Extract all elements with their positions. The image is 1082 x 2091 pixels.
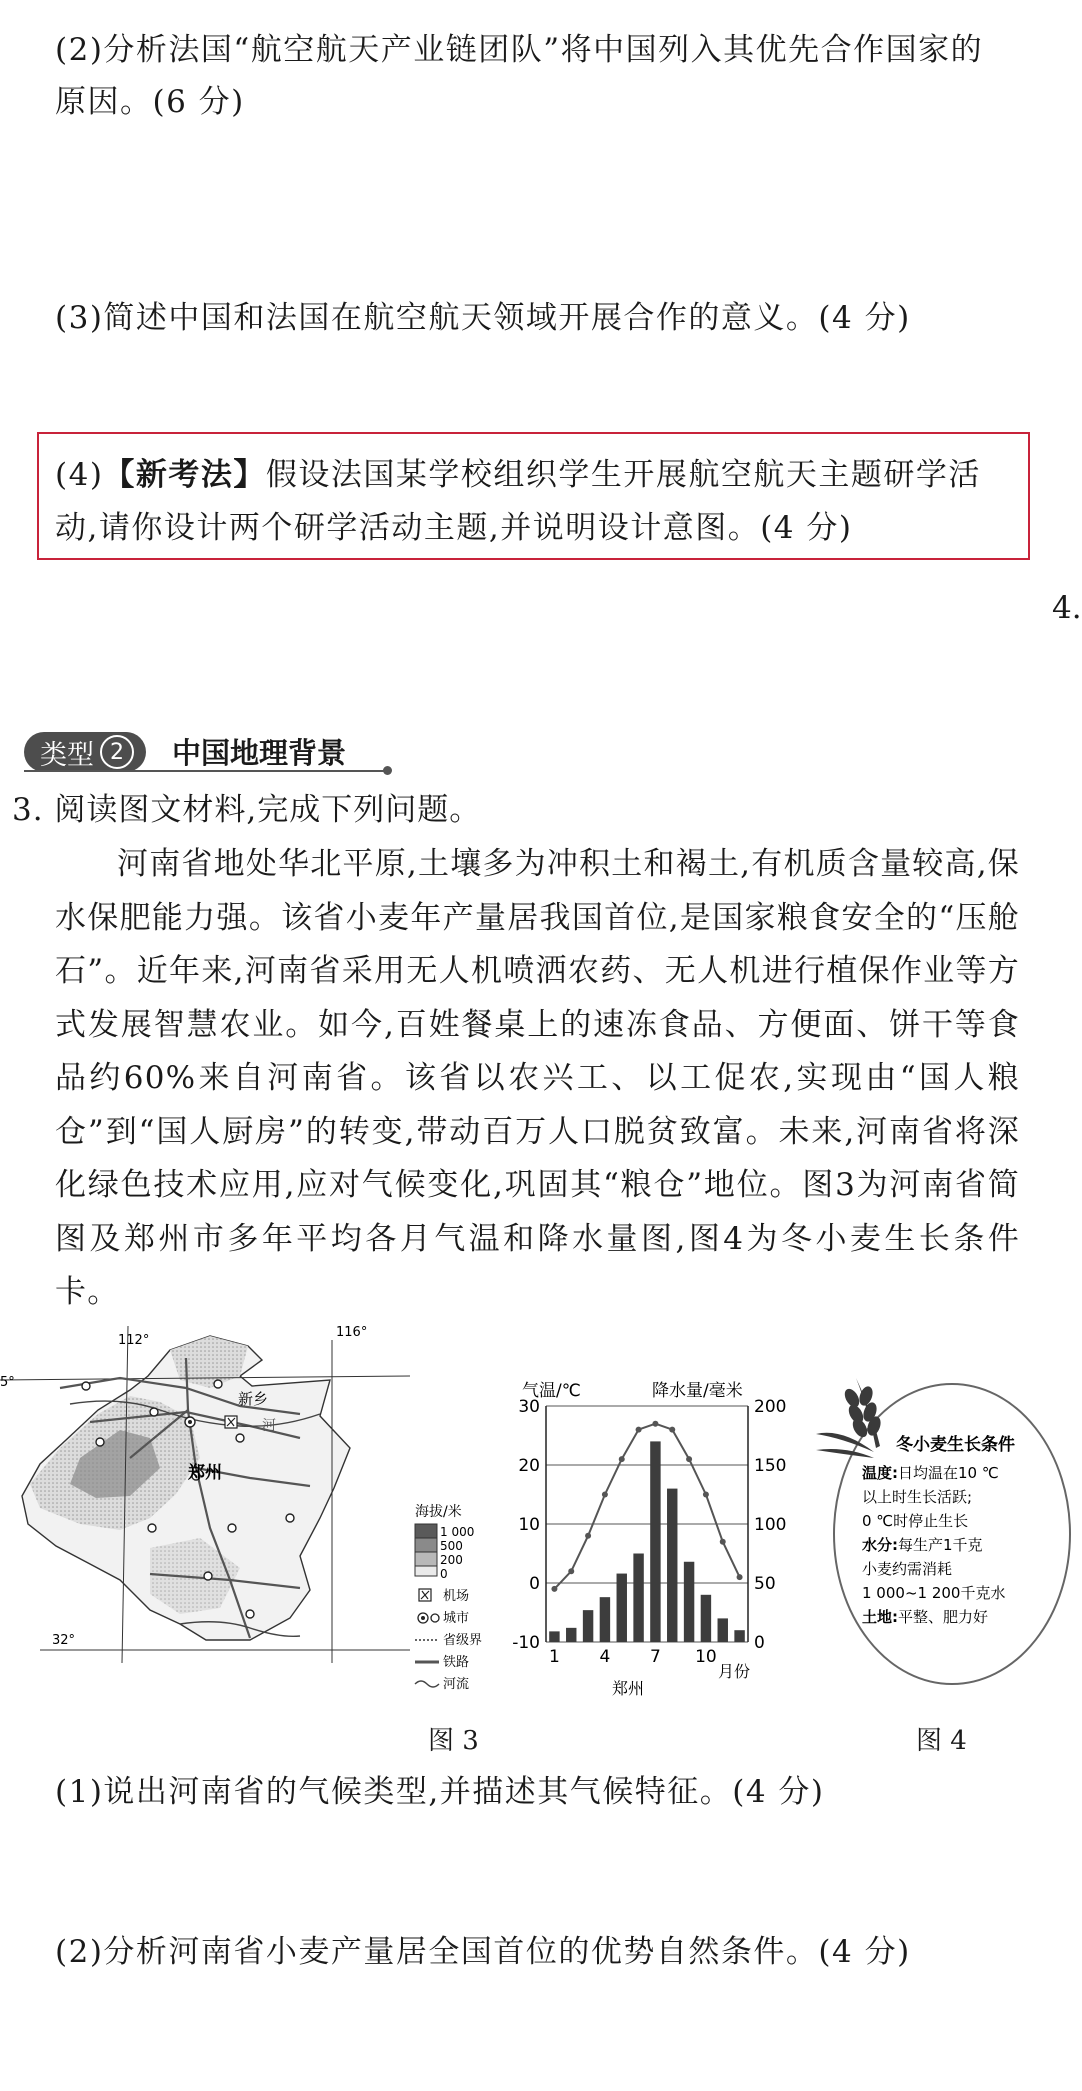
card-title: 冬小麦生长条件	[896, 1435, 1015, 1455]
problem-stem: 3. 阅读图文材料,完成下列问题。	[12, 792, 482, 828]
temperature-point-11	[720, 1539, 726, 1545]
card-line-1-value: 日均温在10 ℃	[898, 1464, 999, 1482]
card-line-4-value: 每生产1千克	[898, 1536, 983, 1554]
temperature-point-9	[686, 1456, 692, 1462]
precip-bar-8	[667, 1489, 677, 1642]
legend-city-label: 城市	[443, 1611, 470, 1626]
card-line-1	[862, 1464, 999, 1482]
map-legend-symbols	[405, 1585, 495, 1697]
temperature-point-4	[602, 1492, 608, 1498]
precip-bar-11	[718, 1618, 728, 1642]
y-left-tick-label-2: 10	[518, 1515, 540, 1535]
y-right-tick-label-1: 150	[754, 1456, 787, 1476]
card-line-4-key: 水分:	[862, 1536, 898, 1554]
river-label: 河	[262, 1418, 276, 1434]
precip-bar-12	[734, 1630, 744, 1642]
y-left-tick-label-3: 0	[529, 1574, 540, 1594]
legend-city-icon	[431, 1614, 439, 1622]
card-line-3: 0 ℃时停止生长	[862, 1512, 969, 1530]
y-right-tick-label-2: 100	[754, 1515, 787, 1535]
section-title: 中国地理背景	[172, 736, 347, 770]
legend-river-icon	[415, 1681, 439, 1687]
temperature-point-10	[703, 1492, 709, 1498]
y-right-tick-label-4: 0	[754, 1633, 765, 1653]
y-left-tick-label-4: -10	[512, 1633, 540, 1653]
precip-bar-3	[583, 1610, 593, 1642]
card-line-6: 1 000~1 200千克水	[862, 1584, 1006, 1602]
y-left-tick-label-0: 30	[518, 1397, 540, 1417]
wheat-condition-card	[812, 1368, 1077, 1698]
legend-level-0: 0	[440, 1567, 448, 1581]
lat-35-label: 5°	[0, 1375, 15, 1390]
y-right-tick-label-0: 200	[754, 1397, 787, 1417]
section-badge-label: 类型	[40, 739, 94, 771]
section-badge-number: 2	[100, 735, 134, 769]
y-right-label: 降水量/毫米	[652, 1381, 743, 1401]
card-line-1-key: 温度:	[862, 1464, 898, 1482]
precip-bar-4	[600, 1597, 610, 1642]
lon-116-label: 116°	[336, 1325, 368, 1340]
section-badge	[24, 732, 146, 772]
card-line-2: 以上时生长活跃;	[862, 1488, 973, 1506]
precip-bar-2	[566, 1628, 576, 1642]
temperature-point-6	[636, 1427, 642, 1433]
zhengzhou-climate-chart	[508, 1372, 798, 1702]
precip-bar-10	[701, 1595, 711, 1642]
sub-question-2: (2)分析河南省小麦产量居全国首位的优势自然条件。(4 分)	[55, 1934, 911, 1970]
question-4-prefix: (4)	[55, 457, 104, 493]
temperature-point-12	[737, 1574, 743, 1580]
lon-112-label: 112°	[118, 1333, 150, 1348]
y-left-label: 气温/℃	[522, 1381, 581, 1401]
question-4-line-1-rest: 假设法国某学校组织学生开展航空航天主题研学活	[265, 457, 981, 493]
precip-bar-7	[650, 1441, 660, 1642]
temperature-point-5	[619, 1456, 625, 1462]
x-axis-label: 月份	[718, 1662, 751, 1681]
station-label: 郑州	[612, 1679, 645, 1698]
card-line-5: 小麦约需消耗	[862, 1560, 953, 1578]
card-line-7-value: 平整、肥力好	[898, 1608, 989, 1626]
question-4-line-2: 动,请你设计两个研学活动主题,并说明设计意图。(4 分)	[55, 510, 853, 546]
question-2-line-1: (2)分析法国“航空航天产业链团队”将中国列入其优先合作国家的	[55, 32, 984, 68]
temperature-point-2	[568, 1568, 574, 1574]
legend-level-1000: 1 000	[440, 1525, 475, 1539]
xinxiang-label: 新乡	[238, 1390, 269, 1408]
problem-paragraph: 河南省地处华北平原,土壤多为冲积土和褐土,有机质含量较高,保水保肥能力强。该省小麦年产量居我国首位,是国家粮食安全的“压舱石”。近年来,河南省采用无人机喷洒农药、无人机进行植保作业等方式发展智慧农业。如今,百姓餐桌上的速冻食品、方便面、饼干等食品约60%来自河南省。该省以农兴工、以工促农,实现由“国人粮仓”到“国人厨房”的转变,带动百万人口脱贫致富。未来,河南省将深化绿色技术应用,应对气候变化,巩固其“粮仓”地位。图3为河南省简图及郑州市多年平均各月气温和降水量图,图4为冬小麦生长条件卡。	[55, 846, 1020, 1310]
temperature-point-1	[551, 1586, 557, 1592]
x-tick-label-3: 10	[695, 1647, 717, 1667]
temperature-point-7	[652, 1421, 658, 1427]
precip-bar-1	[549, 1631, 559, 1642]
card-line-7-key: 土地:	[862, 1608, 898, 1626]
x-tick-label-2: 7	[650, 1647, 661, 1667]
figure-3-caption: 图 3	[428, 1726, 479, 1756]
question-2-line-2: 原因。(6 分)	[55, 84, 245, 120]
y-right-tick-label-3: 50	[754, 1574, 776, 1594]
temperature-line	[554, 1424, 739, 1589]
legend-airport-label: 机场	[443, 1589, 470, 1604]
x-tick-label-0: 1	[549, 1647, 560, 1667]
card-line-4	[862, 1536, 983, 1554]
x-tick-label-1: 4	[599, 1647, 611, 1667]
section-underline-dot	[383, 766, 392, 775]
zhengzhou-label: 郑州	[188, 1463, 222, 1483]
question-3: (3)简述中国和法国在航空航天领域开展合作的意义。(4 分)	[55, 300, 911, 336]
sub-question-1: (1)说出河南省的气候类型,并描述其气候特征。(4 分)	[55, 1774, 825, 1810]
card-line-7	[862, 1608, 988, 1626]
precip-bar-9	[684, 1562, 694, 1642]
legend-railway-label: 铁路	[443, 1655, 470, 1670]
temperature-point-8	[669, 1427, 675, 1433]
lat-32-label: 32°	[52, 1633, 76, 1648]
section-underline	[24, 770, 390, 772]
question-4-line-1	[55, 455, 981, 495]
legend-river-label: 河流	[443, 1677, 470, 1692]
margin-number: 4.	[1052, 590, 1082, 626]
legend-border-label: 省级界	[443, 1633, 483, 1648]
new-method-tag: 【新考法】	[103, 457, 266, 493]
legend-level-200: 200	[440, 1553, 463, 1567]
temperature-point-3	[585, 1533, 591, 1539]
precip-bar-5	[617, 1574, 627, 1642]
precip-bar-6	[633, 1554, 643, 1643]
figure-4-caption: 图 4	[916, 1726, 967, 1756]
legend-level-500: 500	[440, 1539, 463, 1553]
y-left-tick-label-1: 20	[518, 1456, 540, 1476]
legend-title: 海拔/米	[415, 1504, 462, 1520]
